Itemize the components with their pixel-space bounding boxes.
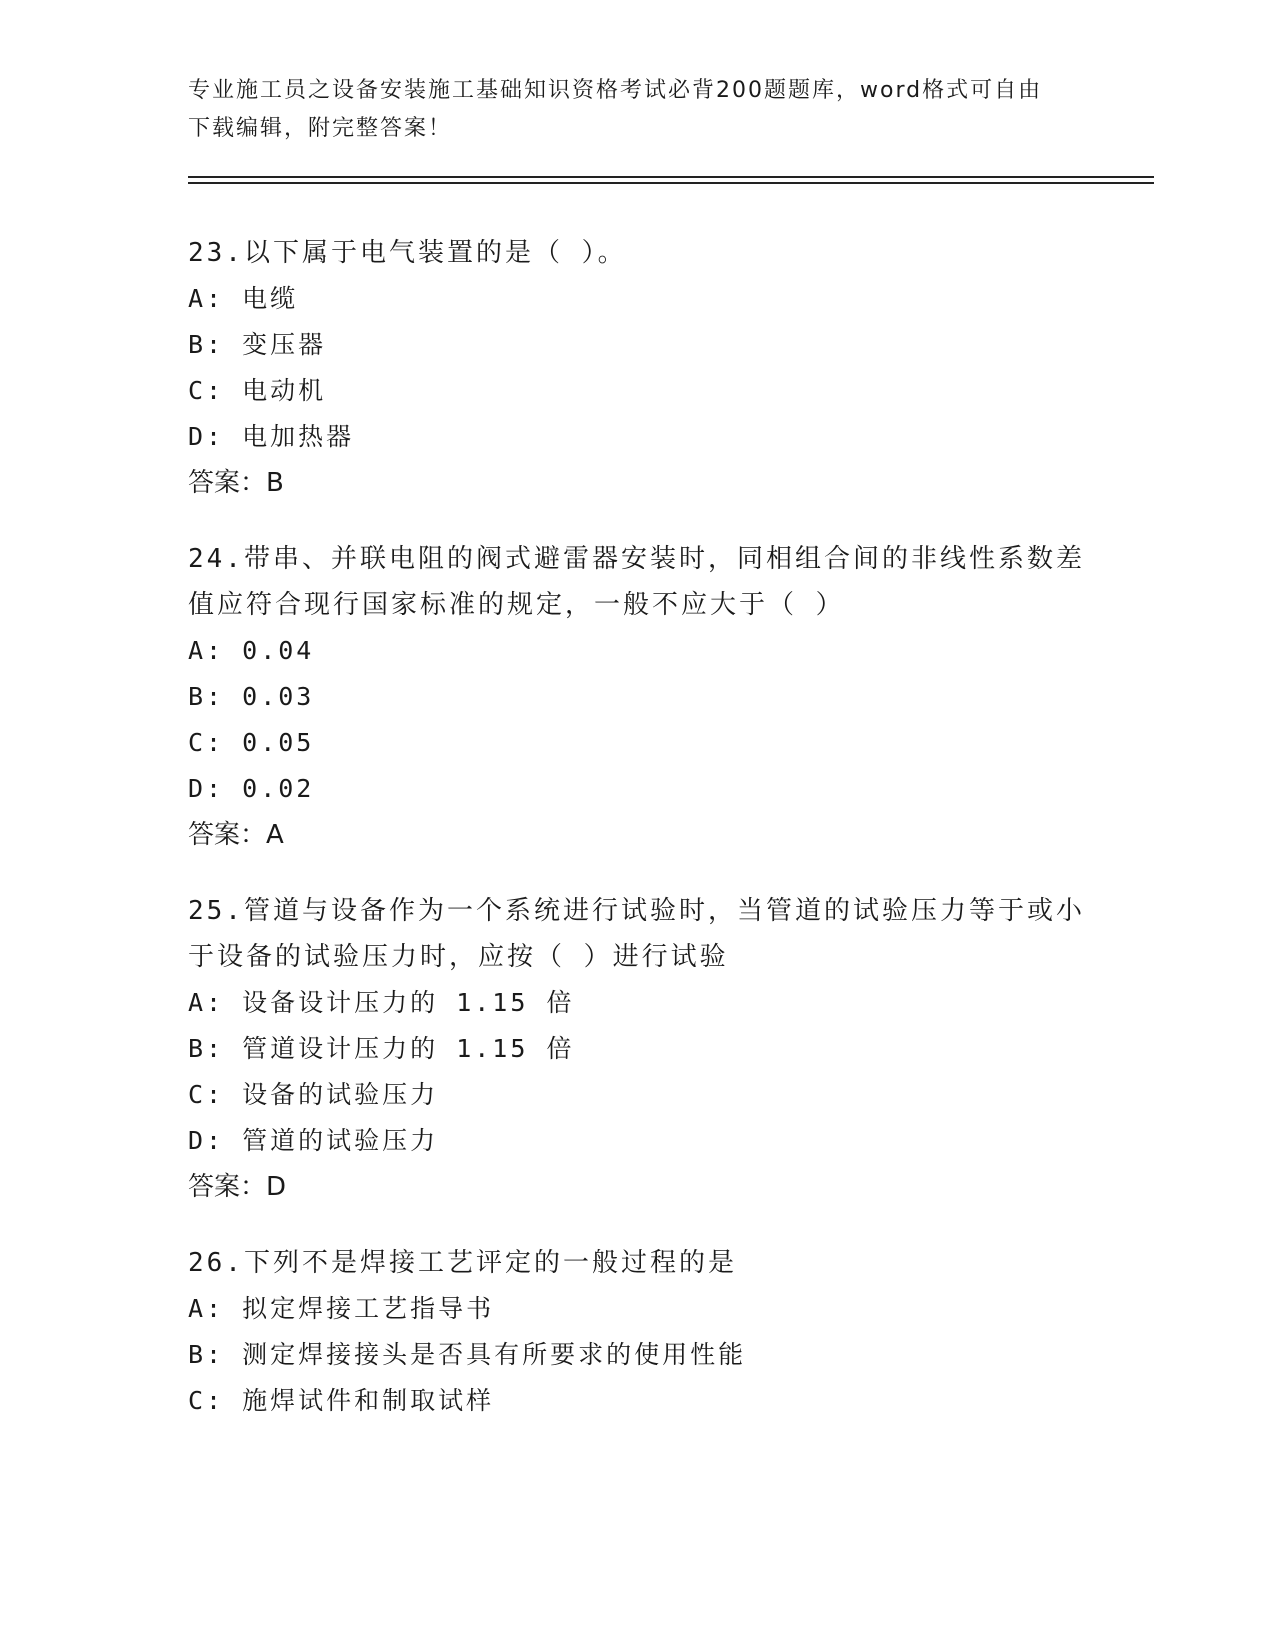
option-a: A: 电缆 [188, 284, 299, 313]
question-stem: 23.以下属于电气装置的是（ ）。 [188, 238, 627, 268]
question-stem: 26.下列不是焊接工艺评定的一般过程的是 [188, 1248, 737, 1278]
document-header [188, 72, 1068, 148]
header-line-1: 专业施工员之设备安装施工基础知识资格考试必背200题题库，word格式可自由 [188, 78, 1043, 103]
option-b: B: 测定焊接接头是否具有所要求的使用性能 [188, 1340, 747, 1369]
header-divider-top [188, 176, 1154, 178]
option-b: B: 管道设计压力的 1.15 倍 [188, 1034, 575, 1063]
option-a: A: 设备设计压力的 1.15 倍 [188, 988, 575, 1017]
answer-line: 答案：D [188, 1172, 287, 1202]
header-line-2: 下载编辑，附完整答案！ [188, 116, 453, 141]
option-a: A: 0.04 [188, 636, 315, 665]
answer-line: 答案：B [188, 468, 284, 498]
option-a: A: 拟定焊接工艺指导书 [188, 1294, 495, 1323]
option-d: D: 0.02 [188, 774, 315, 803]
option-c: C: 电动机 [188, 376, 327, 405]
option-c: C: 0.05 [188, 728, 315, 757]
option-d: D: 电加热器 [188, 422, 355, 451]
option-b: B: 0.03 [188, 682, 315, 711]
question-26 [188, 1240, 1088, 1424]
option-d: D: 管道的试验压力 [188, 1126, 439, 1155]
question-list [188, 230, 1088, 1454]
question-stem: 25.管道与设备作为一个系统进行试验时，当管道的试验压力等于或小 [188, 896, 1085, 926]
option-c: C: 施焊试件和制取试样 [188, 1386, 495, 1415]
question-stem-continued: 于设备的试验压力时，应按（ ）进行试验 [188, 942, 729, 972]
question-stem: 24.带串、并联电阻的阀式避雷器安装时，同相组合间的非线性系数差 [188, 544, 1085, 574]
question-25 [188, 888, 1088, 1210]
question-stem-continued: 值应符合现行国家标准的规定，一般不应大于（ ） [188, 590, 845, 620]
question-24 [188, 536, 1088, 858]
option-b: B: 变压器 [188, 330, 327, 359]
question-23 [188, 230, 1088, 506]
header-divider-bottom [188, 182, 1154, 184]
option-c: C: 设备的试验压力 [188, 1080, 439, 1109]
answer-line: 答案：A [188, 820, 284, 850]
